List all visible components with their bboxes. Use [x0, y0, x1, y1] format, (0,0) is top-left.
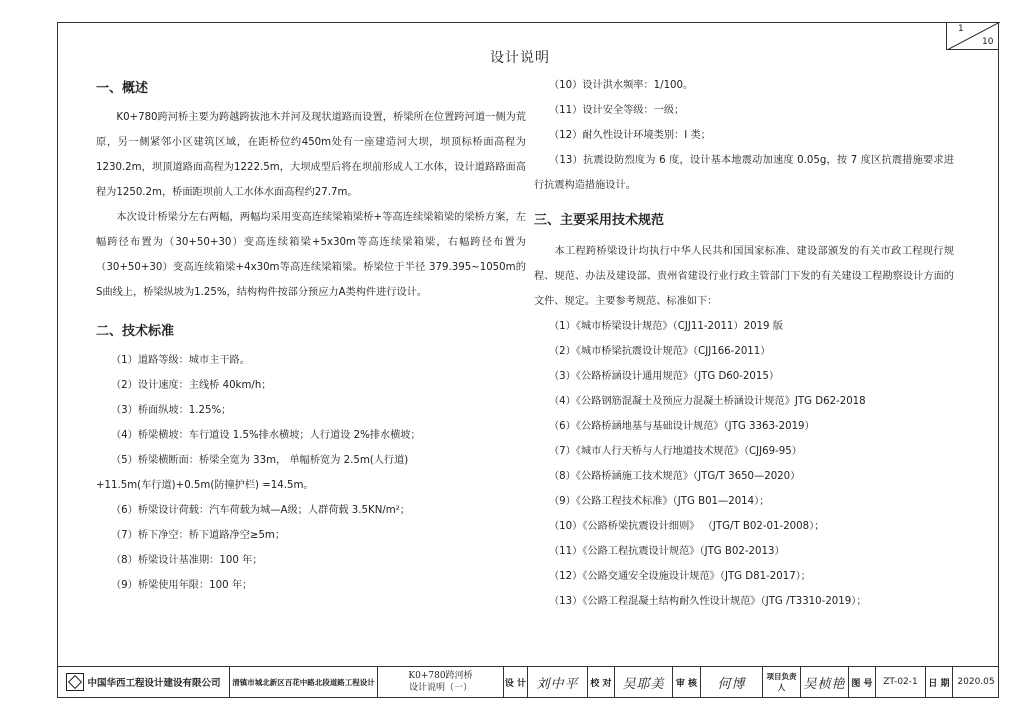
section-3-heading: 三、主要采用技术规范: [534, 213, 665, 228]
section-2-heading: 二、技术标准: [96, 324, 175, 339]
drawing-number: ZT-02-1: [876, 667, 926, 697]
drawing-title-cell: [378, 667, 504, 697]
spec-item: （13）《公路工程混凝土结构耐久性设计规范》（JTG /T3310-2019）；: [549, 596, 867, 607]
tech-standard-item: （9）桥梁使用年限：100 年；: [111, 580, 253, 591]
review-signature: 何博: [701, 667, 763, 697]
section-1-heading: 一、概述: [96, 81, 149, 96]
company-cell: [58, 667, 230, 697]
company-logo-icon: [66, 673, 84, 691]
spec-item: （2）《城市桥梁抗震设计规范》（CJJ166-2011）: [549, 346, 771, 357]
check-label: 校 对: [588, 667, 615, 697]
spec-item: （11）《公路工程抗震设计规范》（JTG B02-2013）: [549, 546, 785, 557]
spec-item: （8）《公路桥涵施工技术规范》（JTG/T 3650—2020）: [549, 471, 801, 482]
spec-item: （10）《公路桥梁抗震设计细则》 （JTG/T B02-01-2008）；: [549, 521, 825, 532]
page-title: 设计说明: [490, 50, 550, 66]
spec-item: （6）《公路桥涵地基与基础设计规范》（JTG 3363-2019）: [549, 421, 815, 432]
spec-item: （9）《公路工程技术标准》（JTG B01—2014）；: [549, 496, 770, 507]
tech-standard-item: （3）桥面纵坡：1.25%；: [111, 405, 232, 416]
total-pages: 10: [982, 37, 994, 47]
check-signature: 吴耶美: [615, 667, 673, 697]
title-block: [57, 667, 999, 698]
spec-item: （3）《公路桥涵设计通用规范》（JTG D60-2015）: [549, 371, 780, 382]
tech-standard-item: （5）桥梁横断面：桥梁全宽为 33m， 单幅桥宽为 2.5m(人行道): [111, 455, 409, 466]
tech-standard-item: （7）桥下净空：桥下道路净空≥5m；: [111, 530, 286, 541]
overview-paragraph-2: 本次设计桥梁分左右两幅，两幅均采用变高连续梁箱梁桥+等高连续梁箱梁的梁桥方案，左幅跨径布置为（30+50+30）变高连续箱梁+5x30m等高连续梁箱梁，右幅跨径布置为（30+50+30）变高连续箱梁+4x30m等高连续梁箱梁。桥梁位于半径 379.395~1050m的S曲线上，桥梁纵坡为1.25%，结构构件按部分预应力A类构件进行设计。: [96, 212, 526, 298]
specs-intro-paragraph: 本工程跨桥梁设计均执行中华人民共和国国家标准、建设部颁发的有关市政工程现行规程、规范、办法及建设部、贵州省建设行业行政主管部门下发的有关建设工程勘察设计方面的文件、规定。主要参考规范、标准如下：: [534, 246, 954, 307]
tech-standard-item: （12）耐久性设计环境类别：I 类；: [549, 130, 711, 141]
tech-standard-item: （2）设计速度：主线桥 40km/h；: [111, 380, 272, 391]
review-label: 审 核: [673, 667, 701, 697]
right-column: [534, 73, 954, 614]
design-label: 设 计: [504, 667, 528, 697]
spec-item: （7）《城市人行天桥与人行地道技术规范》（CJJ69-95）: [549, 446, 802, 457]
tech-standard-item: （1）道路等级：城市主干路。: [111, 355, 250, 366]
tech-standard-item: （8）桥梁设计基准期：100 年；: [111, 555, 263, 566]
drawing-title-line-1: K0+780跨河桥: [408, 671, 473, 681]
design-signature: 刘中平: [528, 667, 588, 697]
drawing-number-label: 图 号: [849, 667, 876, 697]
project-lead-signature: 吴桢艳: [801, 667, 849, 697]
company-name: 中国华西工程设计建设有限公司: [87, 678, 221, 689]
tech-standard-item: （10）设计洪水频率：1/100。: [549, 80, 694, 91]
tech-standard-item: （11）设计安全等级：一级；: [549, 105, 685, 116]
page-number-box: [946, 22, 999, 50]
spec-item: （12）《公路交通安全设施设计规范》（JTG D81-2017）；: [549, 571, 811, 582]
date-value: 2020.05: [957, 677, 995, 687]
tech-standard-item: （6）桥梁设计荷载：汽车荷载为城—A级；人群荷载 3.5KN/m²；: [111, 505, 410, 516]
tech-standard-item: （4）桥梁横坡：车行道设 1.5%排水横坡；人行道设 2%排水横坡；: [111, 430, 421, 441]
project-lead-label: 项目负责人: [763, 667, 801, 697]
drawing-title-line-2: 设计说明（一）: [408, 683, 472, 693]
spec-item: （1）《城市桥梁设计规范》（CJJ11-2011）2019 版: [549, 321, 783, 332]
current-page: 1: [958, 24, 964, 34]
left-column: [96, 76, 526, 598]
tech-standard-item: （13）抗震设防烈度为 6 度，设计基本地震动加速度 0.05g，按 7 度区抗震措施要求进行抗震构造措施设计。: [534, 155, 954, 191]
tech-standard-item-cont: +11.5m(车行道)+0.5m(防撞护栏) =14.5m。: [96, 480, 314, 491]
overview-paragraph-1: K0+780跨河桥主要为跨越跨拔池木并河及现状道路而设置，桥梁所在位置跨河道一侧为荒原，另一侧紧邻小区建筑区域，在距桥位约450m处有一座建造河大坝，坝顶标桥面高程为 1230.2m，坝顶道路面高程为1222.5m，大坝成型后将在坝前形成人工水体，设计道路路面高程为1250.2m，桥面距坝前人工水体水面高程约27.7m。: [96, 112, 526, 198]
spec-item: （4）《公路钢筋混凝土及预应力混凝土桥涵设计规范》JTG D62-2018: [549, 396, 866, 407]
project-name: 清镇市城北新区百花中路北段道路工程设计: [230, 667, 378, 697]
date-label: 日 期: [926, 667, 953, 697]
